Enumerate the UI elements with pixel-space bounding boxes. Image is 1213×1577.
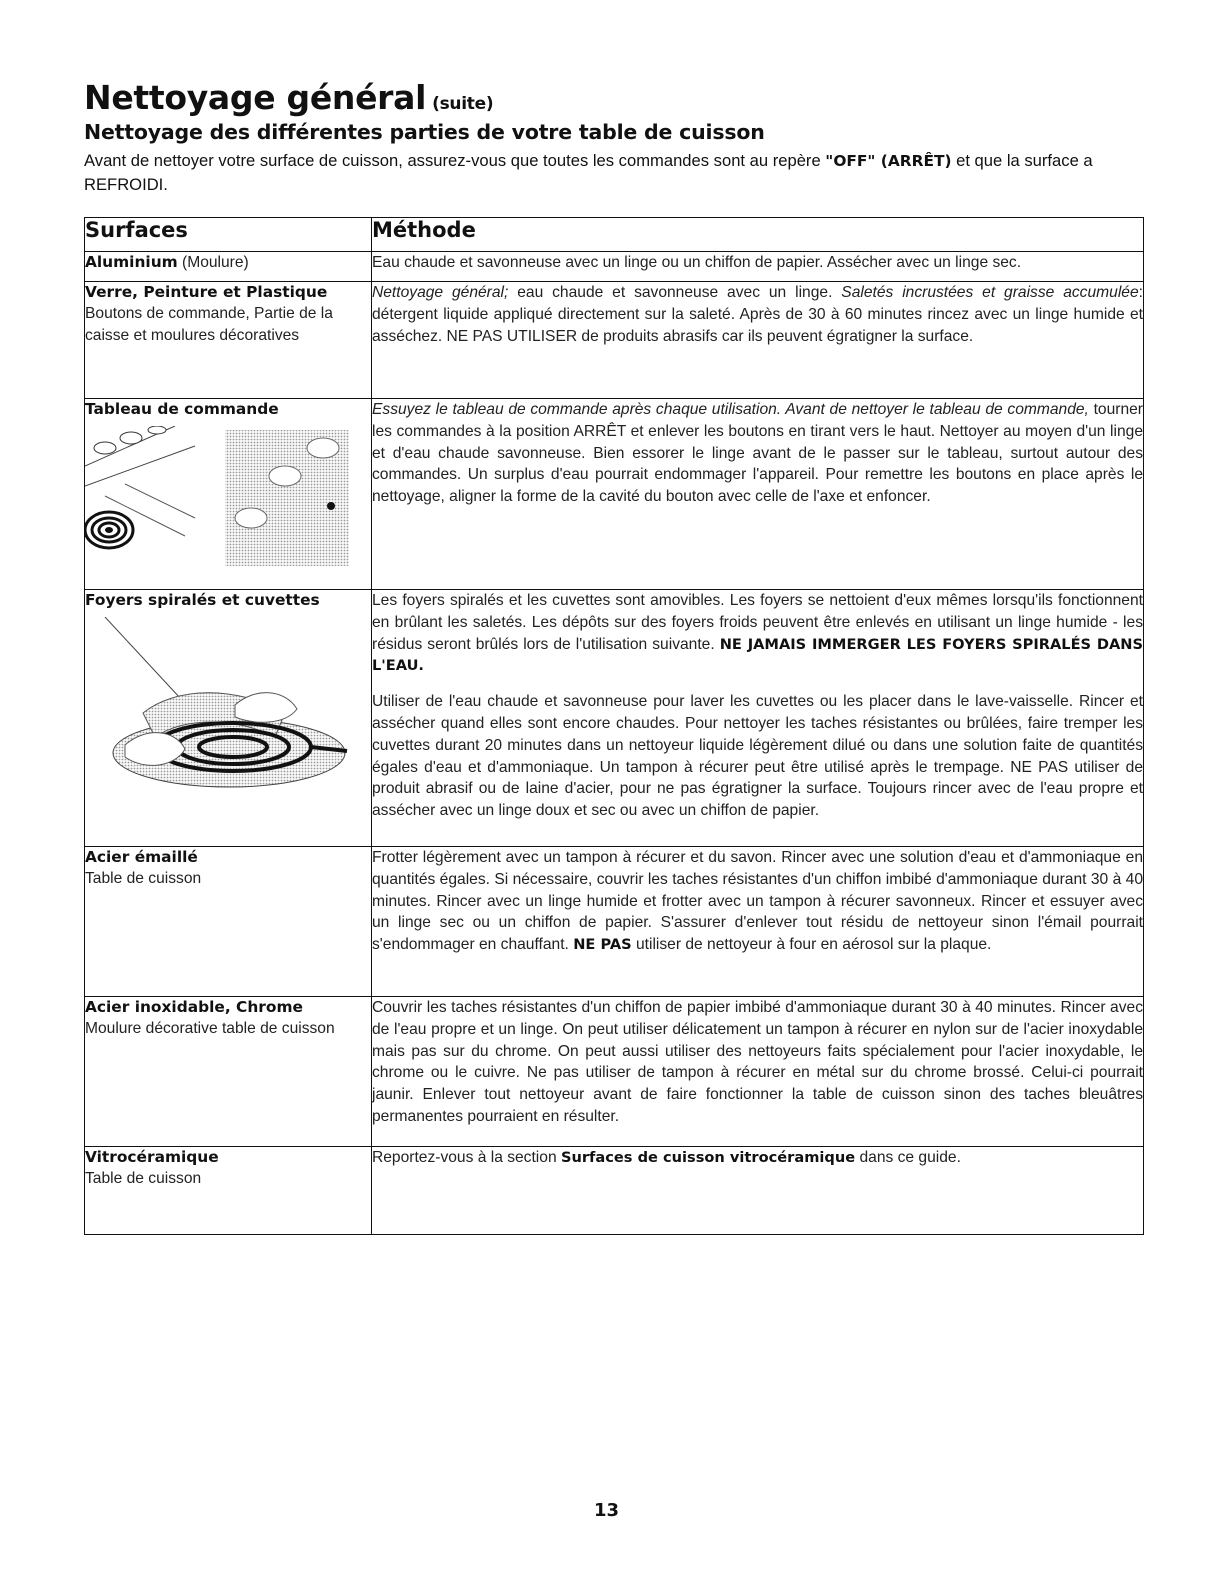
table-row — [85, 997, 1144, 1147]
method-warning: NE JAMAIS IMMERGER LES FOYERS SPIRALÉS DANS L'EAU. — [372, 635, 1143, 675]
surface-name: Tableau de commande — [85, 400, 279, 418]
method-cell — [372, 399, 1144, 590]
surface-cell — [85, 282, 372, 399]
method-text-2: dans ce guide. — [855, 1149, 961, 1166]
surface-cell — [85, 1147, 372, 1235]
surface-cell — [85, 590, 372, 847]
intro-bold: "OFF" (ARRÊT) — [825, 152, 952, 170]
intro-text-after: et que la surface a REFROIDI. — [84, 151, 1093, 194]
page-subtitle: Nettoyage des différentes parties de votre table de cuisson — [84, 120, 765, 144]
surface-name: Acier émaillé — [85, 848, 198, 866]
method-paragraph-1 — [372, 590, 1143, 677]
surface-description: Table de cuisson — [85, 1170, 202, 1188]
method-cell: Couvrir les taches résistantes d'un chiffon de papier imbibé d'ammoniaque durant 30 à 40 minutes. Rincer avec de l'eau propre et un linge. On peut utiliser délicatement un tampon à récurer en nylon sur de l'acier inoxydable mais pas sur du chrome. On peut aussi utiliser des nettoyeurs faits spécialement pour l'acier inoxydable, le chrome ou le cuivre. Ne pas utiliser de tampon à récurer en métal sur du chrome brossé. Celui-ci pourrait jaunir. Enlever tout nettoyeur avant de faire fonctionner la table de cuisson sinon des taches bleuâtres permanentes pourraient en résulter. — [372, 997, 1144, 1147]
cleaning-table — [84, 217, 1144, 1235]
method-text: tourner les commandes à la position ARRÊT et enlever les boutons en tirant vers le haut. Nettoyer au moyen d'un linge et d'eau chaude savonneuse. Bien essorer le linge avant de le passer sur le tableau, surtout autour des commandes. Un surplus d'eau pourrait endommager l'appareil. Pour remettre les boutons en place après le nettoyage, aligner la forme de la cavité du bouton avec celle de l'axe et enfoncer. — [372, 401, 1143, 506]
table-row — [85, 590, 1144, 847]
method-text: Les foyers spiralés et les cuvettes sont amovibles. Les foyers se nettoient d'eux mêmes lorsqu'ils fonctionnent en brûlant les saletés. Les dépôts sur des foyers froids peuvent être enlevés en utilisant un linge humide - les résidus seront brûlés lors de l'utilisation suivante. — [372, 592, 1143, 653]
intro-paragraph — [84, 149, 1144, 196]
surface-description: Boutons de commande, Partie de la caisse et moulures décoratives — [85, 305, 333, 344]
surface-name: Acier inoxidable, Chrome — [85, 998, 303, 1016]
table-header-row — [85, 218, 1144, 252]
method-text-1: Frotter légèrement avec un tampon à récurer et du savon. Rincer avec une solution d'eau et d'ammoniaque en quantités égales. Si nécessaire, couvrir les taches résistantes d'un chiffon imbibé d'ammoniaque durant 30 à 40 minutes. Rincer avec un linge humide et frotter avec un tampon à récurer savonneux. Rincer et essuyer avec un linge sec ou un chiffon de papier. S'assurer d'enlever tout résidu de nettoyeur sinon l'émail pourrait s'endommager en chauffant. — [372, 849, 1143, 954]
surface-name: Foyers spiralés et cuvettes — [85, 591, 320, 609]
method-text-2: : détergent liquide appliqué directement sur la saleté. Après de 30 à 60 minutes rincez avec un linge humide et asséchez. NE PAS UTILISER de produits abrasifs car ils peuvent égratigner la surface. — [372, 284, 1143, 345]
method-bold: Surfaces de cuisson vitrocéramique — [560, 1149, 856, 1166]
method-text-1: eau chaude et savonneuse avec un linge. — [508, 284, 842, 301]
method-italic-2: Saletés incrustées et graisse accumulée — [841, 284, 1139, 301]
table-row — [85, 399, 1144, 590]
surface-name: Vitrocéramique — [85, 1148, 219, 1166]
method-italic: Essuyez le tableau de commande après chaque utilisation. Avant de nettoyer le tableau de commande, — [372, 401, 1089, 418]
surface-cell — [85, 252, 372, 282]
intro-text-before: Avant de nettoyer votre surface de cuisson, assurez-vous que toutes les commandes sont au repère — [84, 151, 826, 170]
column-header-methode: Méthode — [372, 218, 1144, 252]
surface-cell — [85, 847, 372, 997]
surface-name: Verre, Peinture et Plastique — [85, 283, 328, 301]
surface-cell — [85, 997, 372, 1147]
page-title — [84, 78, 493, 117]
method-cell: Eau chaude et savonneuse avec un linge ou un chiffon de papier. Assécher avec un linge sec. — [372, 252, 1144, 282]
coil-element-illustration — [85, 617, 349, 807]
coil-burner-icon — [85, 512, 133, 548]
method-cell — [372, 590, 1144, 847]
table-row — [85, 252, 1144, 282]
cleaning-table-wrapper — [84, 217, 1143, 1235]
control-panel-illustration — [85, 426, 349, 566]
surface-name: Aluminium — [85, 253, 178, 271]
table-row — [85, 282, 1144, 399]
surface-description: Table de cuisson — [85, 870, 202, 888]
page-title-text: Nettoyage général — [84, 78, 427, 117]
method-text-2: utiliser de nettoyeur à four en aérosol sur la plaque. — [631, 936, 992, 954]
table-row — [85, 847, 1144, 997]
surface-description: Moulure décorative table de cuisson — [85, 1020, 335, 1038]
method-text-1: Reportez-vous à la section — [372, 1149, 561, 1166]
method-cell — [372, 847, 1144, 997]
page-number: 13 — [593, 1500, 620, 1521]
method-cell — [372, 282, 1144, 399]
surface-cell — [85, 399, 372, 590]
surface-name-suffix: (Moulure) — [177, 254, 249, 271]
method-paragraph-2: Utiliser de l'eau chaude et savonneuse pour laver les cuvettes ou les placer dans le lave-vaisselle. Rincer et assécher quand elles sont encore chaudes. Pour nettoyer les taches résistantes ou brûlées, faire tremper les cuvettes durant 20 minutes dans un nettoyeur liquide légèrement dilué ou dans une solution faite de quantités égales d'eau et d'ammoniaque. Un tampon à récurer peut être utilisé après le trempage. NE PAS utiliser de produit abrasif ou de laine d'acier, pour ne pas égratigner la surface. Toujours rincer avec de l'eau propre et assécher avec un linge doux et sec ou avec un chiffon de papier. — [372, 693, 1143, 820]
method-italic-1: Nettoyage général; — [372, 284, 509, 301]
page-title-suffix: (suite) — [432, 94, 494, 114]
method-cell — [372, 1147, 1144, 1235]
table-row — [85, 1147, 1144, 1235]
method-bold: NE PAS — [573, 936, 632, 954]
column-header-surfaces: Surfaces — [85, 218, 372, 252]
